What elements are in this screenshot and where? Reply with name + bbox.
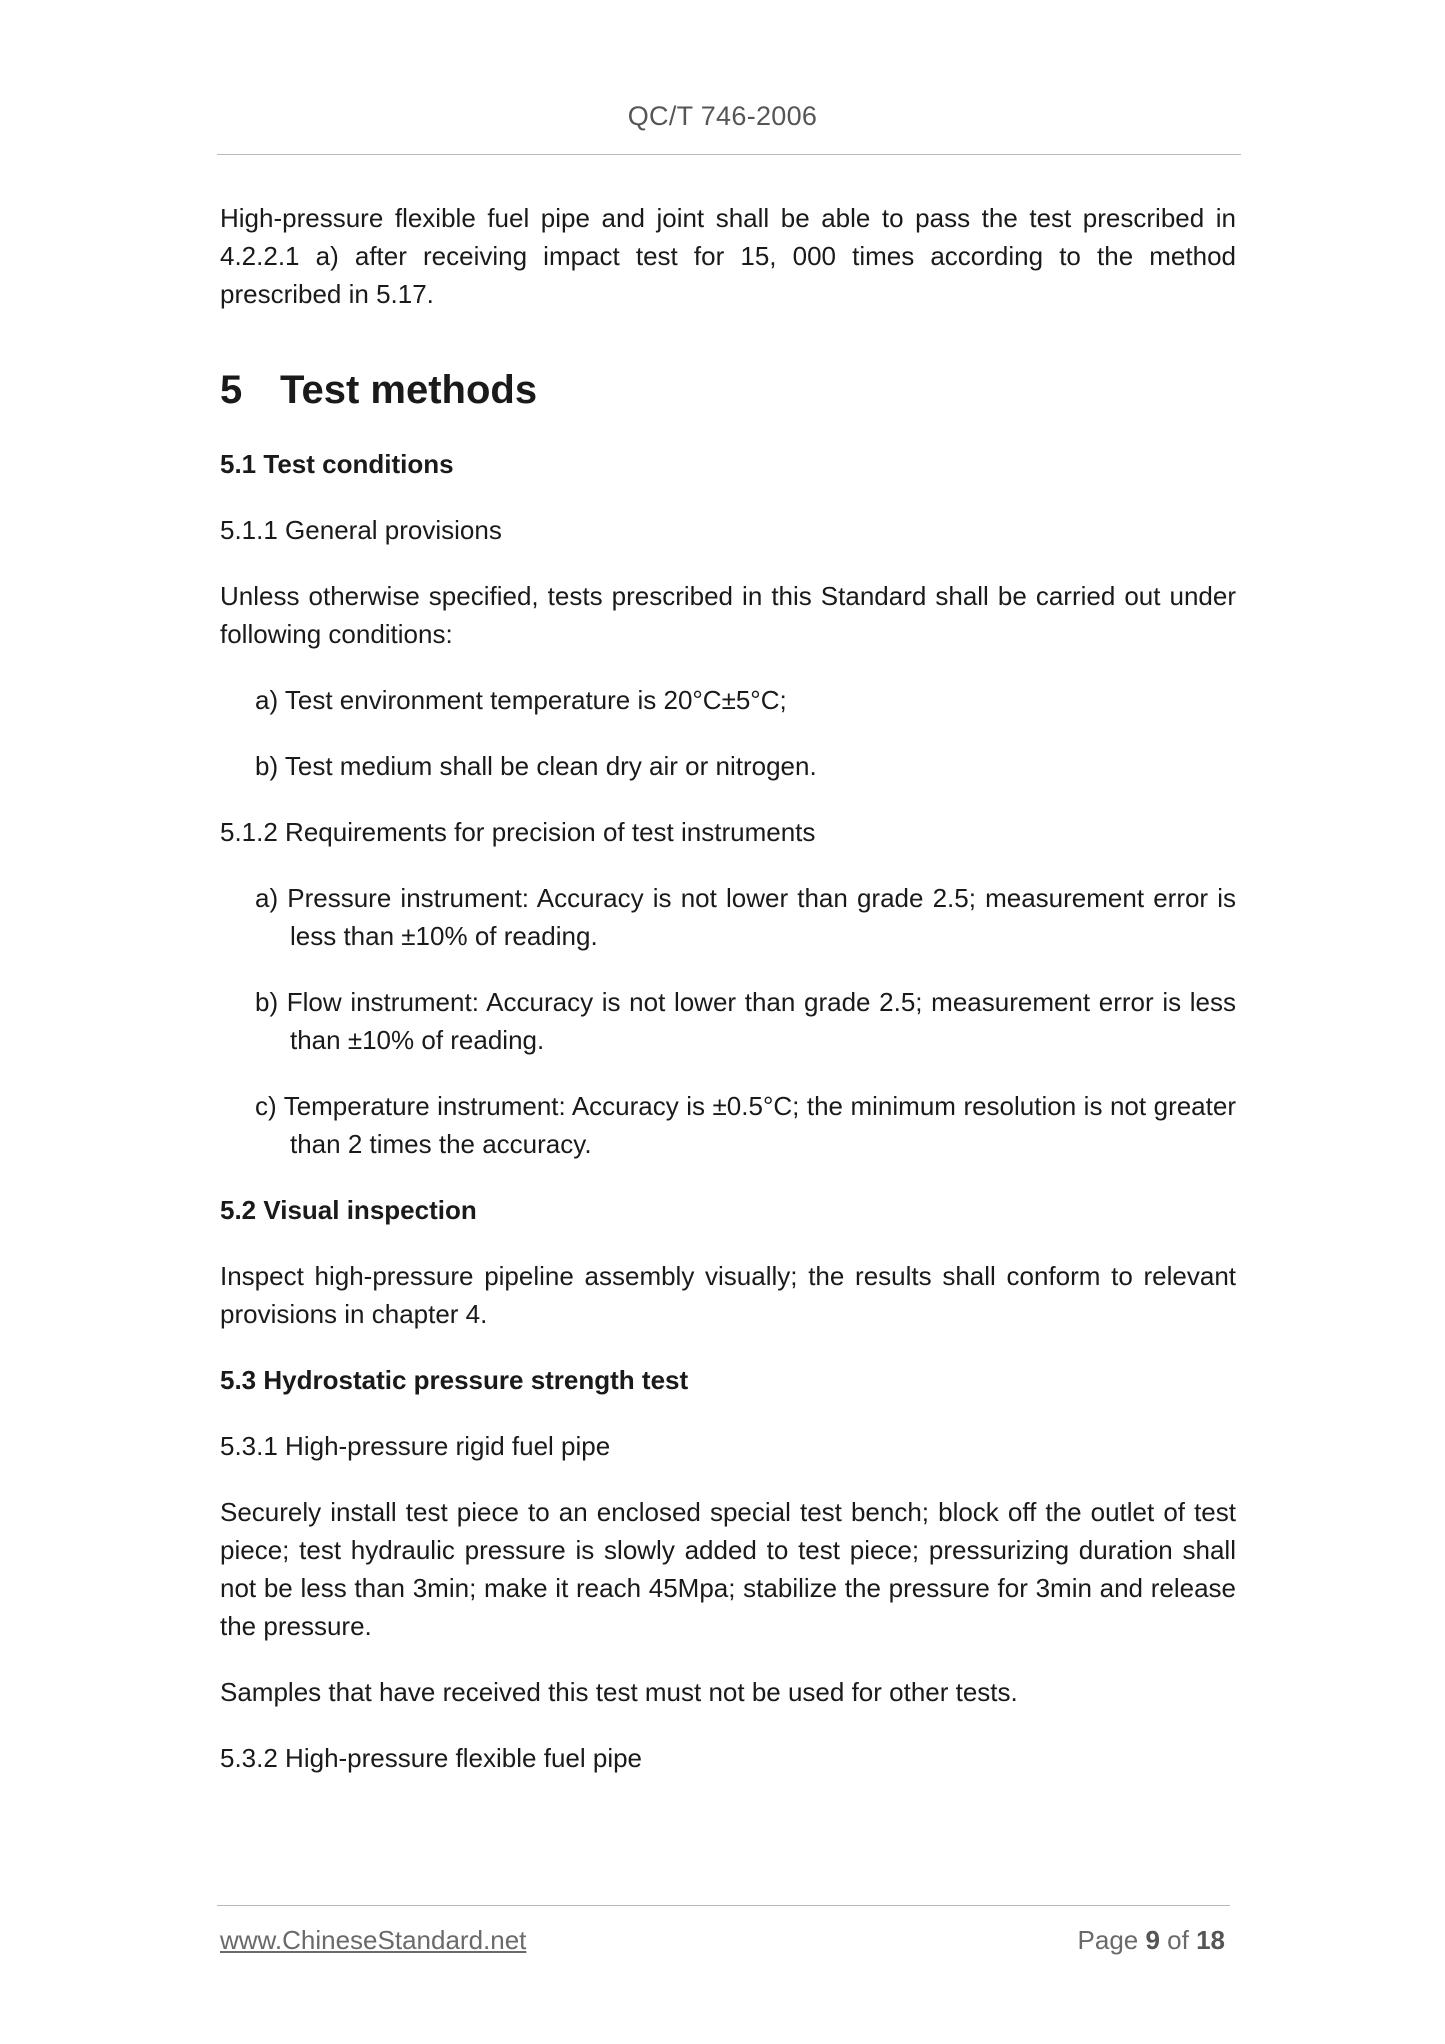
- page-current: 9: [1145, 1925, 1160, 1955]
- chapter-title: Test methods: [280, 368, 538, 412]
- section-5-1-2-heading: 5.1.2 Requirements for precision of test instruments: [220, 817, 816, 847]
- chapter-number: 5: [220, 368, 243, 412]
- website-link[interactable]: www.ChineseStandard.net: [220, 1925, 527, 1955]
- section-5-3-1-note: Samples that have received this test must not be used for other tests.: [220, 1677, 1018, 1707]
- section-5-3-1-heading: 5.3.1 High-pressure rigid fuel pipe: [220, 1431, 611, 1461]
- section-5-1-1-heading: 5.1.1 General provisions: [220, 515, 502, 545]
- page-content: [220, 199, 1236, 1777]
- condition-item-a: a) Test environment temperature is 20°C±5°C;: [255, 685, 787, 715]
- header-divider: [217, 154, 1241, 155]
- chapter-heading: [220, 366, 1236, 414]
- section-5-2-paragraph: Inspect high-pressure pipeline assembly visually; the results shall conform to relevant provisions in chapter 4.: [220, 1261, 1236, 1329]
- instrument-item-b: b) Flow instrument: Accuracy is not lower than grade 2.5; measurement error is less than ±10% of reading.: [255, 987, 1236, 1055]
- intro-paragraph: High-pressure flexible fuel pipe and joint shall be able to pass the test prescribed in 4.2.2.1 a) after receiving impact test for 15, 000 times according to the method prescribed in 5.17.: [220, 203, 1236, 309]
- section-5-3-heading: 5.3 Hydrostatic pressure strength test: [220, 1365, 689, 1395]
- page-number: [1078, 1925, 1225, 1956]
- section-5-2-heading: 5.2 Visual inspection: [220, 1195, 477, 1225]
- page-of: of: [1159, 1925, 1197, 1955]
- instrument-item-c: c) Temperature instrument: Accuracy is ±0.5°C; the minimum resolution is not greater than 2 times the accuracy.: [255, 1091, 1236, 1159]
- footer-divider: [217, 1905, 1230, 1906]
- section-5-1-heading: 5.1 Test conditions: [220, 449, 454, 479]
- page-prefix: Page: [1077, 1925, 1146, 1955]
- section-5-1-1-paragraph: Unless otherwise specified, tests prescribed in this Standard shall be carried out under following conditions:: [220, 581, 1236, 649]
- section-5-3-2-heading: 5.3.2 High-pressure flexible fuel pipe: [220, 1743, 643, 1773]
- section-5-3-1-paragraph: Securely install test piece to an enclosed special test bench; block off the outlet of test piece; test hydraulic pressure is slowly added to test piece; pressurizing duration shall not be less than 3min; make it reach 45Mpa; stabilize the pressure for 3min and release the pressure.: [220, 1497, 1236, 1641]
- instrument-item-a: a) Pressure instrument: Accuracy is not lower than grade 2.5; measurement error is less than ±10% of reading.: [255, 883, 1236, 951]
- condition-item-b: b) Test medium shall be clean dry air or nitrogen.: [255, 751, 817, 781]
- document-code-header: QC/T 746-2006: [627, 101, 818, 131]
- page-total: 18: [1196, 1925, 1225, 1955]
